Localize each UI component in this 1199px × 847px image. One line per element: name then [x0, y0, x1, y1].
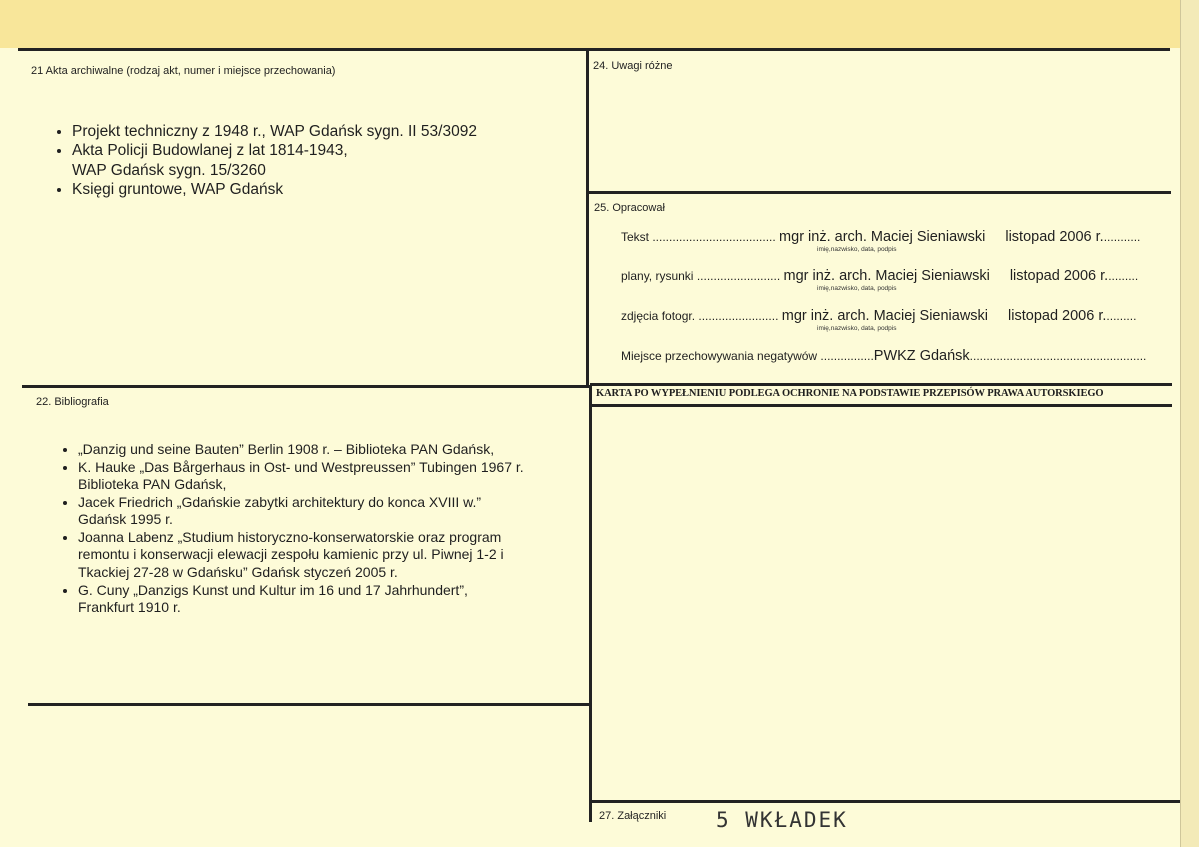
middle-vertical-rule-upper	[586, 50, 589, 388]
section-21-list	[44, 122, 477, 200]
section-24-label: 24. Uwagi różne	[593, 60, 673, 72]
section-22-label: 22. Bibliografia	[36, 396, 109, 408]
author-date: listopad 2006 r.	[1005, 229, 1104, 245]
rule-21-22	[22, 385, 590, 388]
author-row-photos: zdjęcia fotogr. ........................ mgr inż. arch. Maciej Sieniawski listopad 2006 r..........	[621, 308, 1137, 324]
top-rule	[18, 48, 1170, 51]
signature-hint: imię,nazwisko, data, podpis	[817, 325, 897, 332]
list-item: • G. Cuny „Danzigs Kunst und Kultur im 16 und 17 Jahrhundert”, Frankfurt 1910 r.	[78, 582, 524, 616]
row-label: plany, rysunki	[621, 269, 694, 283]
list-item: • Jacek Friedrich „Gdańskie zabytki architektury do konca XVIII w.” Gdańsk 1995 r.	[78, 494, 524, 528]
list-item: • Księgi gruntowe, WAP Gdańsk	[72, 180, 477, 199]
list-item: • Akta Policji Budowlanej z lat 1814-1943, WAP Gdańsk sygn. 15/3260	[72, 141, 477, 180]
section-25-label: 25. Opracował	[594, 202, 665, 214]
rule-25-notice	[590, 383, 1172, 386]
rule-27	[590, 800, 1180, 803]
rule-notice-bottom	[590, 404, 1172, 407]
section-27-label: 27. Załączniki	[599, 810, 667, 822]
negatives-label: Miejsce przechowywania negatywów	[621, 349, 818, 363]
author-date: listopad 2006 r.	[1008, 308, 1107, 324]
negatives-location: PWKZ Gdańsk	[873, 348, 970, 364]
author-name: mgr inż. arch. Maciej Sieniawski	[781, 308, 989, 324]
author-row-drawings: plany, rysunki ......................... mgr inż. arch. Maciej Sieniawski listopad 2006 r..........	[621, 268, 1139, 284]
rule-22-bottom	[28, 703, 591, 706]
author-date: listopad 2006 r.	[1009, 268, 1109, 284]
signature-hint: imię,nazwisko, data, podpis	[817, 285, 897, 292]
row-label: Tekst	[621, 230, 650, 244]
middle-vertical-rule-lower	[589, 386, 592, 822]
list-item: • K. Hauke „Das Bårgerhaus in Ost- und Westpreussen” Tubingen 1967 r. Biblioteka PAN Gdańsk,	[78, 459, 524, 493]
list-item: • „Danzig und seine Bauten” Berlin 1908 r. – Biblioteka PAN Gdańsk,	[78, 441, 524, 458]
author-name: mgr inż. arch. Maciej Sieniawski	[779, 229, 986, 245]
rule-24-25	[588, 191, 1171, 194]
section-22-list	[50, 441, 524, 617]
list-item: • Projekt techniczny z 1948 r., WAP Gdańsk sygn. II 53/3092	[72, 122, 477, 141]
row-label: zdjęcia fotogr.	[621, 309, 696, 323]
author-row-text: Tekst ..................................... mgr inż. arch. Maciej Sieniawski listopad 2006 r............	[621, 229, 1141, 245]
card-top-strip	[0, 0, 1199, 48]
attachments-handwritten-note: 5 WKŁADEK	[716, 808, 848, 832]
copyright-notice: KARTA PO WYPEŁNIENIU PODLEGA OCHRONIE NA PODSTAWIE PRZEPISÓW PRAWA AUTORSKIEGO	[596, 388, 1104, 399]
list-item: • Joanna Labenz „Studium historyczno-konserwatorskie oraz program remontu i konserwacji elewacji zespołu kamienic przy ul. Piwnej 1-2 i Tkackiej 27-28 w Gdańsku” Gdańsk styczeń 2005 r.	[78, 529, 524, 580]
card-right-edge	[1180, 0, 1199, 847]
section-21-label: 21 Akta archiwalne (rodzaj akt, numer i miejsce przechowania)	[31, 65, 336, 77]
negatives-row: Miejsce przechowywania negatywów ................PWKZ Gdańsk.....................................................	[621, 348, 1147, 364]
signature-hint: imię,nazwisko, data, podpis	[817, 246, 897, 253]
author-name: mgr inż. arch. Maciej Sieniawski	[783, 268, 990, 284]
